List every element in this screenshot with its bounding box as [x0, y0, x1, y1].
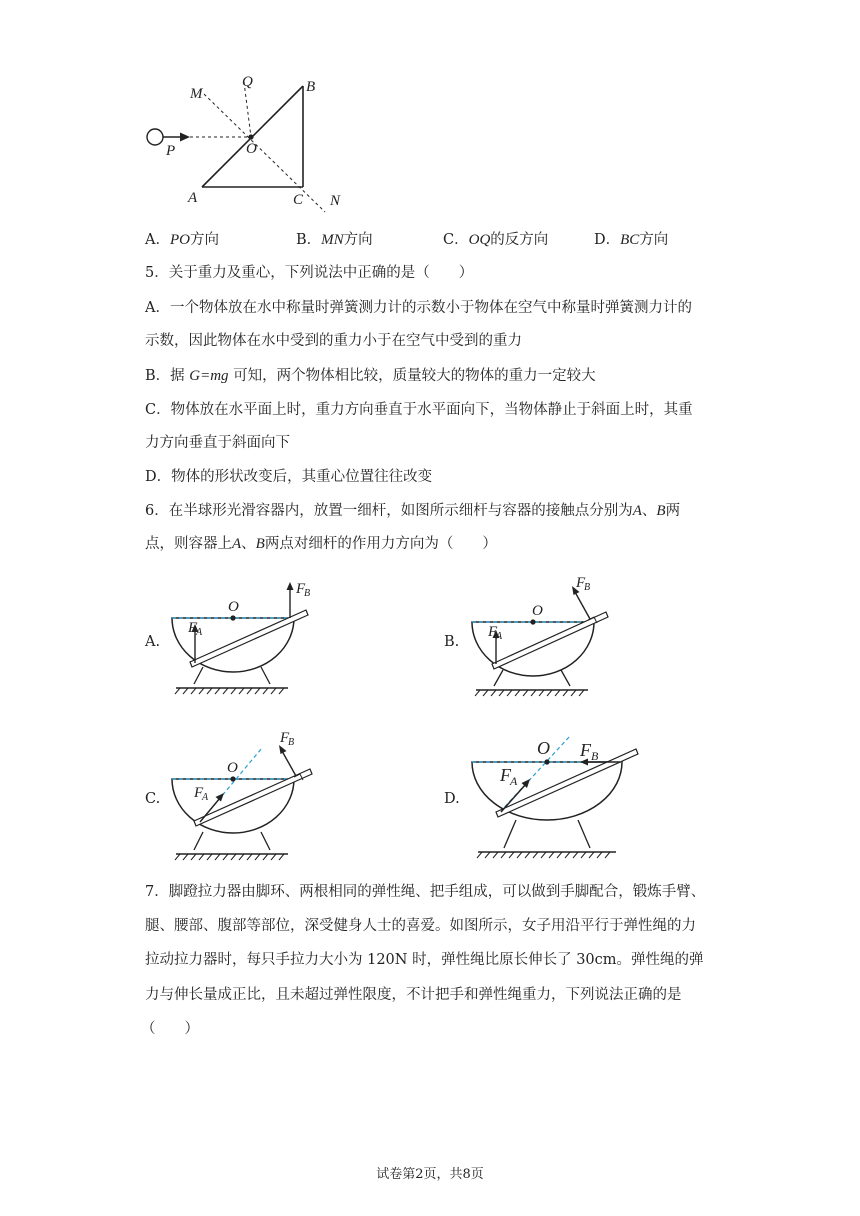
svg-text:F: F [194, 785, 204, 801]
q6-option-d-label: D. [444, 791, 460, 807]
q7-line3: 拉动拉力器时，每只手拉力大小为 120N 时，弹性绳比原长伸长了 30cm。弹性绳的弹 [145, 952, 704, 968]
svg-text:F: F [296, 581, 306, 597]
q4-option-d: D．BC方向 [594, 232, 669, 248]
q4-option-a: A．PO方向 [145, 232, 219, 248]
q6-stem-line1: 6．在半球形光滑容器内，放置一细杆，如图所示细杆与容器的接触点分别为A、B两 [145, 503, 681, 519]
svg-text:F: F [576, 575, 586, 591]
label-c: C [293, 192, 304, 208]
q6-option-a-label: A. [145, 634, 161, 650]
svg-text:F: F [488, 624, 498, 640]
svg-text:F: F [500, 765, 511, 785]
q7-line1: 7．脚蹬拉力器由脚环、两根相同的弹性绳、把手组成，可以做到手脚配合，锻炼手臂、 [145, 884, 706, 900]
q4-figure [140, 70, 350, 220]
q6-figure-a [170, 572, 320, 702]
q5-option-a-line2: 示数，因此物体在水中受到的重力小于在空气中受到的重力 [145, 333, 522, 349]
svg-text:B: B [591, 749, 599, 763]
label-n: N [330, 193, 341, 209]
q5-option-d: D．物体的形状改变后，其重心位置往往改变 [145, 469, 433, 485]
svg-text:F: F [188, 620, 198, 636]
svg-text:A: A [496, 631, 503, 642]
svg-text:A: A [196, 627, 203, 638]
svg-text:A: A [202, 792, 209, 803]
q5-option-c-line1: C．物体放在水平面上时，重力方向垂直于水平面向下，当物体静止于斜面上时，其重 [145, 402, 693, 418]
svg-text:F: F [280, 730, 290, 746]
svg-text:A: A [510, 774, 518, 788]
q6-option-c-label: C. [145, 791, 161, 807]
svg-text:O: O [532, 603, 543, 619]
label-b: B [306, 79, 316, 95]
label-q: Q [242, 74, 253, 90]
q5-option-a-line1: A．一个物体放在水中称量时弹簧测力计的示数小于物体在空气中称量时弹簧测力计的 [145, 300, 692, 316]
q7-line4: 力与伸长量成正比，且未超过弹性限度，不计把手和弹性绳重力，下列说法正确的是 [145, 987, 682, 1003]
page-footer: 试卷第2页，共8页 [376, 1167, 484, 1182]
svg-text:O: O [228, 599, 239, 615]
svg-text:B: B [304, 588, 311, 599]
svg-text:O: O [537, 738, 550, 758]
q6-figure-c [170, 728, 320, 868]
q6-option-b-label: B. [444, 634, 460, 650]
svg-text:O: O [227, 760, 238, 776]
q6-stem-line2: 点，则容器上A、B两点对细杆的作用力方向为（ ） [145, 536, 497, 552]
label-a: A [188, 190, 198, 206]
label-p: P [166, 143, 176, 159]
q7-line2: 腿、腰部、腹部等部位，深受健身人士的喜爱。如图所示，女子用沿平行于弹性绳的力 [145, 918, 696, 934]
q5-option-b: B．据 G=mg 可知，两个物体相比较，质量较大的物体的重力一定较大 [145, 368, 596, 384]
label-m: M [190, 86, 203, 102]
svg-text:F: F [580, 740, 591, 760]
q5-option-c-line2: 力方向垂直于斜面向下 [145, 435, 290, 451]
q5-stem: 5．关于重力及重心，下列说法中正确的是（ ） [145, 265, 474, 281]
q4-option-b: B．MN方向 [296, 232, 373, 248]
svg-text:B: B [288, 737, 295, 748]
q7-line5: （ ） [141, 1021, 199, 1037]
q6-figure-b [470, 572, 620, 702]
svg-text:B: B [584, 582, 591, 593]
label-o: O [246, 141, 257, 157]
q4-option-c: C．OQ的反方向 [443, 232, 549, 248]
q6-figure-d [470, 732, 650, 862]
